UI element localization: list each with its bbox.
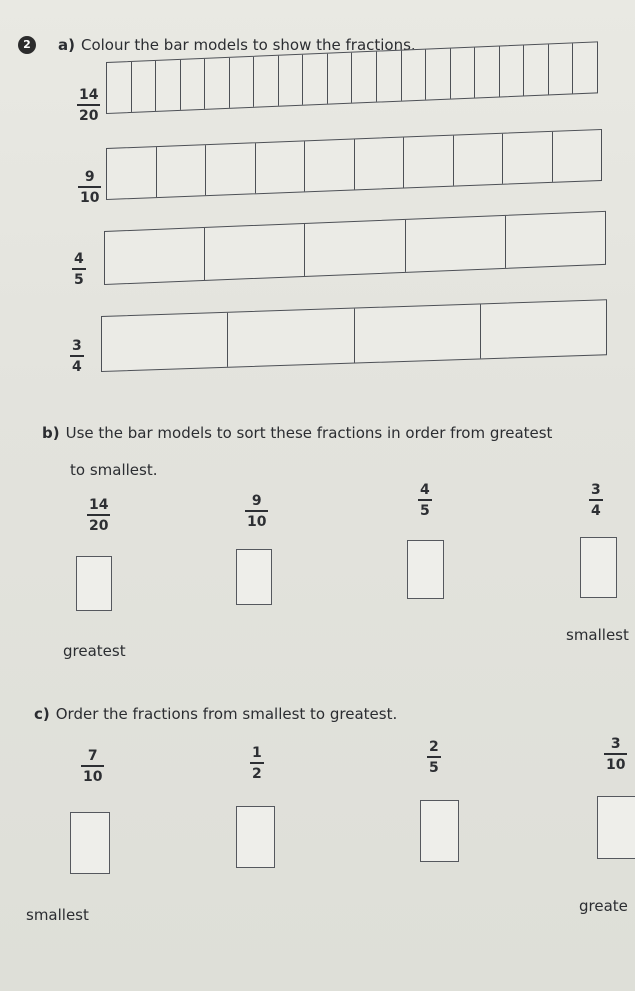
part-c-fraction-2-denominator: 2: [252, 765, 262, 782]
part-b-fraction-2: [245, 493, 268, 530]
fraction-line: [78, 186, 101, 188]
part-c-text: Order the fractions from smallest to greatest.: [55, 705, 398, 723]
bar-fraction-3-numerator: 4: [74, 251, 84, 267]
bar-model-quarters[interactable]: [101, 299, 607, 372]
fraction-line: [250, 762, 264, 764]
part-c-fraction-1-denominator: 10: [83, 768, 103, 785]
bar-model-cell[interactable]: [377, 51, 402, 102]
part-b-fraction-1-denominator: 20: [89, 517, 109, 534]
bar-model-cell[interactable]: [553, 130, 602, 182]
part-c-answer-box-2[interactable]: [236, 806, 275, 868]
bar-model-cell[interactable]: [157, 145, 207, 197]
part-c-fraction-4-denominator: 10: [606, 756, 626, 773]
part-c-answer-box-3[interactable]: [420, 800, 459, 862]
bar-fraction-2: [78, 169, 101, 206]
part-b-fraction-2-numerator: 9: [251, 493, 262, 509]
bar-model-cell[interactable]: [500, 45, 525, 96]
part-c-answer-box-4[interactable]: [597, 796, 635, 859]
bar-model-cell[interactable]: [132, 61, 157, 112]
bar-model-cell[interactable]: [279, 55, 304, 106]
bar-fraction-3-denominator: 5: [74, 271, 84, 288]
part-b-fraction-4-denominator: 4: [591, 502, 601, 519]
bar-model-cell[interactable]: [205, 58, 230, 109]
bar-model-cell[interactable]: [454, 134, 504, 186]
bar-fraction-3: [72, 251, 86, 288]
part-b-answer-box-4[interactable]: [580, 537, 617, 598]
part-a-label: a): [58, 36, 75, 54]
bar-model-cell[interactable]: [230, 57, 255, 108]
bar-model-cell[interactable]: [475, 46, 500, 97]
bar-model-cell[interactable]: [205, 224, 305, 280]
part-c-instruction: [34, 705, 397, 723]
part-b-fraction-1-numerator: 14: [89, 497, 109, 513]
fraction-line: [87, 514, 110, 516]
question-number-badge: 2: [18, 36, 36, 54]
bar-model-cell[interactable]: [206, 143, 256, 195]
bar-model-cell[interactable]: [402, 50, 427, 101]
bar-model-cell[interactable]: [254, 56, 279, 107]
part-c-fraction-1-numerator: 7: [87, 748, 98, 764]
bar-fraction-1-numerator: 14: [79, 87, 99, 103]
part-c-fraction-2-numerator: 1: [252, 745, 262, 761]
bar-fraction-4-numerator: 3: [72, 338, 82, 354]
bar-fraction-4: [70, 338, 84, 375]
part-c-fraction-3: [427, 739, 441, 776]
fraction-line: [427, 756, 441, 758]
part-b-answer-box-2[interactable]: [236, 549, 272, 605]
fraction-line: [70, 355, 84, 357]
bar-model-fifths[interactable]: [104, 211, 606, 285]
fraction-line: [245, 510, 268, 512]
part-c-label: c): [34, 705, 50, 723]
part-b-instruction-line1: [42, 424, 552, 442]
part-b-text: Use the bar models to sort these fractions in order from greatest: [65, 424, 553, 442]
bar-model-cell[interactable]: [355, 138, 405, 190]
bar-fraction-1: [77, 87, 100, 124]
bar-model-cell[interactable]: [305, 220, 405, 276]
bar-model-cell[interactable]: [156, 60, 181, 111]
bar-model-cell[interactable]: [524, 44, 549, 95]
part-b-fraction-4: [589, 482, 603, 519]
part-c-fraction-2: [250, 745, 264, 782]
bar-model-cell[interactable]: [503, 132, 553, 184]
bar-model-cell[interactable]: [573, 42, 597, 93]
part-b-fraction-1: [87, 497, 110, 534]
part-b-fraction-3-numerator: 4: [420, 482, 430, 498]
bar-model-cell[interactable]: [355, 304, 481, 362]
part-b-greatest-label: greatest: [63, 642, 126, 660]
part-c-fraction-3-numerator: 2: [429, 739, 439, 755]
part-b-fraction-3: [418, 482, 432, 519]
part-c-fraction-3-denominator: 5: [429, 759, 439, 776]
bar-model-cell[interactable]: [303, 54, 328, 105]
fraction-line: [81, 765, 104, 767]
bar-model-cell[interactable]: [352, 52, 377, 103]
bar-fraction-2-numerator: 9: [84, 169, 95, 185]
bar-fraction-2-denominator: 10: [80, 189, 100, 206]
bar-model-cell[interactable]: [549, 43, 574, 94]
part-c-answer-box-1[interactable]: [70, 812, 110, 874]
part-b-fraction-4-numerator: 3: [591, 482, 601, 498]
bar-model-cell[interactable]: [305, 139, 355, 191]
fraction-line: [589, 499, 603, 501]
fraction-line: [418, 499, 432, 501]
bar-model-cell[interactable]: [481, 300, 606, 358]
bar-model-cell[interactable]: [107, 62, 132, 113]
part-b-fraction-2-denominator: 10: [247, 513, 267, 530]
part-c-smallest-label: smallest: [26, 906, 89, 924]
bar-model-cell[interactable]: [105, 228, 205, 284]
part-c-fraction-4: [604, 736, 627, 773]
part-c-fraction-1: [81, 748, 104, 785]
bar-fraction-4-denominator: 4: [72, 358, 82, 375]
fraction-line: [604, 753, 627, 755]
bar-fraction-1-denominator: 20: [79, 107, 99, 124]
bar-model-cell[interactable]: [328, 53, 353, 104]
part-c-fraction-4-numerator: 3: [610, 736, 621, 752]
bar-model-cell[interactable]: [256, 141, 306, 193]
part-b-instruction-line2: to smallest.: [70, 461, 158, 479]
bar-model-cell[interactable]: [181, 59, 206, 110]
bar-model-cell[interactable]: [506, 212, 605, 268]
bar-model-cell[interactable]: [107, 147, 157, 199]
part-b-smallest-label: smallest: [566, 626, 629, 644]
fraction-line: [77, 104, 100, 106]
bar-model-cell[interactable]: [228, 309, 354, 367]
part-b-label: b): [42, 424, 60, 442]
bar-model-cell[interactable]: [406, 216, 506, 272]
bar-model-cell[interactable]: [404, 136, 454, 188]
bar-model-cell[interactable]: [102, 313, 228, 371]
part-b-answer-box-3[interactable]: [407, 540, 444, 599]
fraction-line: [72, 268, 86, 270]
bar-model-cell[interactable]: [451, 48, 476, 99]
bar-model-tenths[interactable]: [106, 129, 602, 200]
part-b-answer-box-1[interactable]: [76, 556, 112, 611]
part-c-greatest-label: greate: [579, 897, 628, 915]
part-a-text: Colour the bar models to show the fractions.: [80, 36, 416, 54]
bar-model-cell[interactable]: [426, 49, 451, 100]
part-b-fraction-3-denominator: 5: [420, 502, 430, 519]
